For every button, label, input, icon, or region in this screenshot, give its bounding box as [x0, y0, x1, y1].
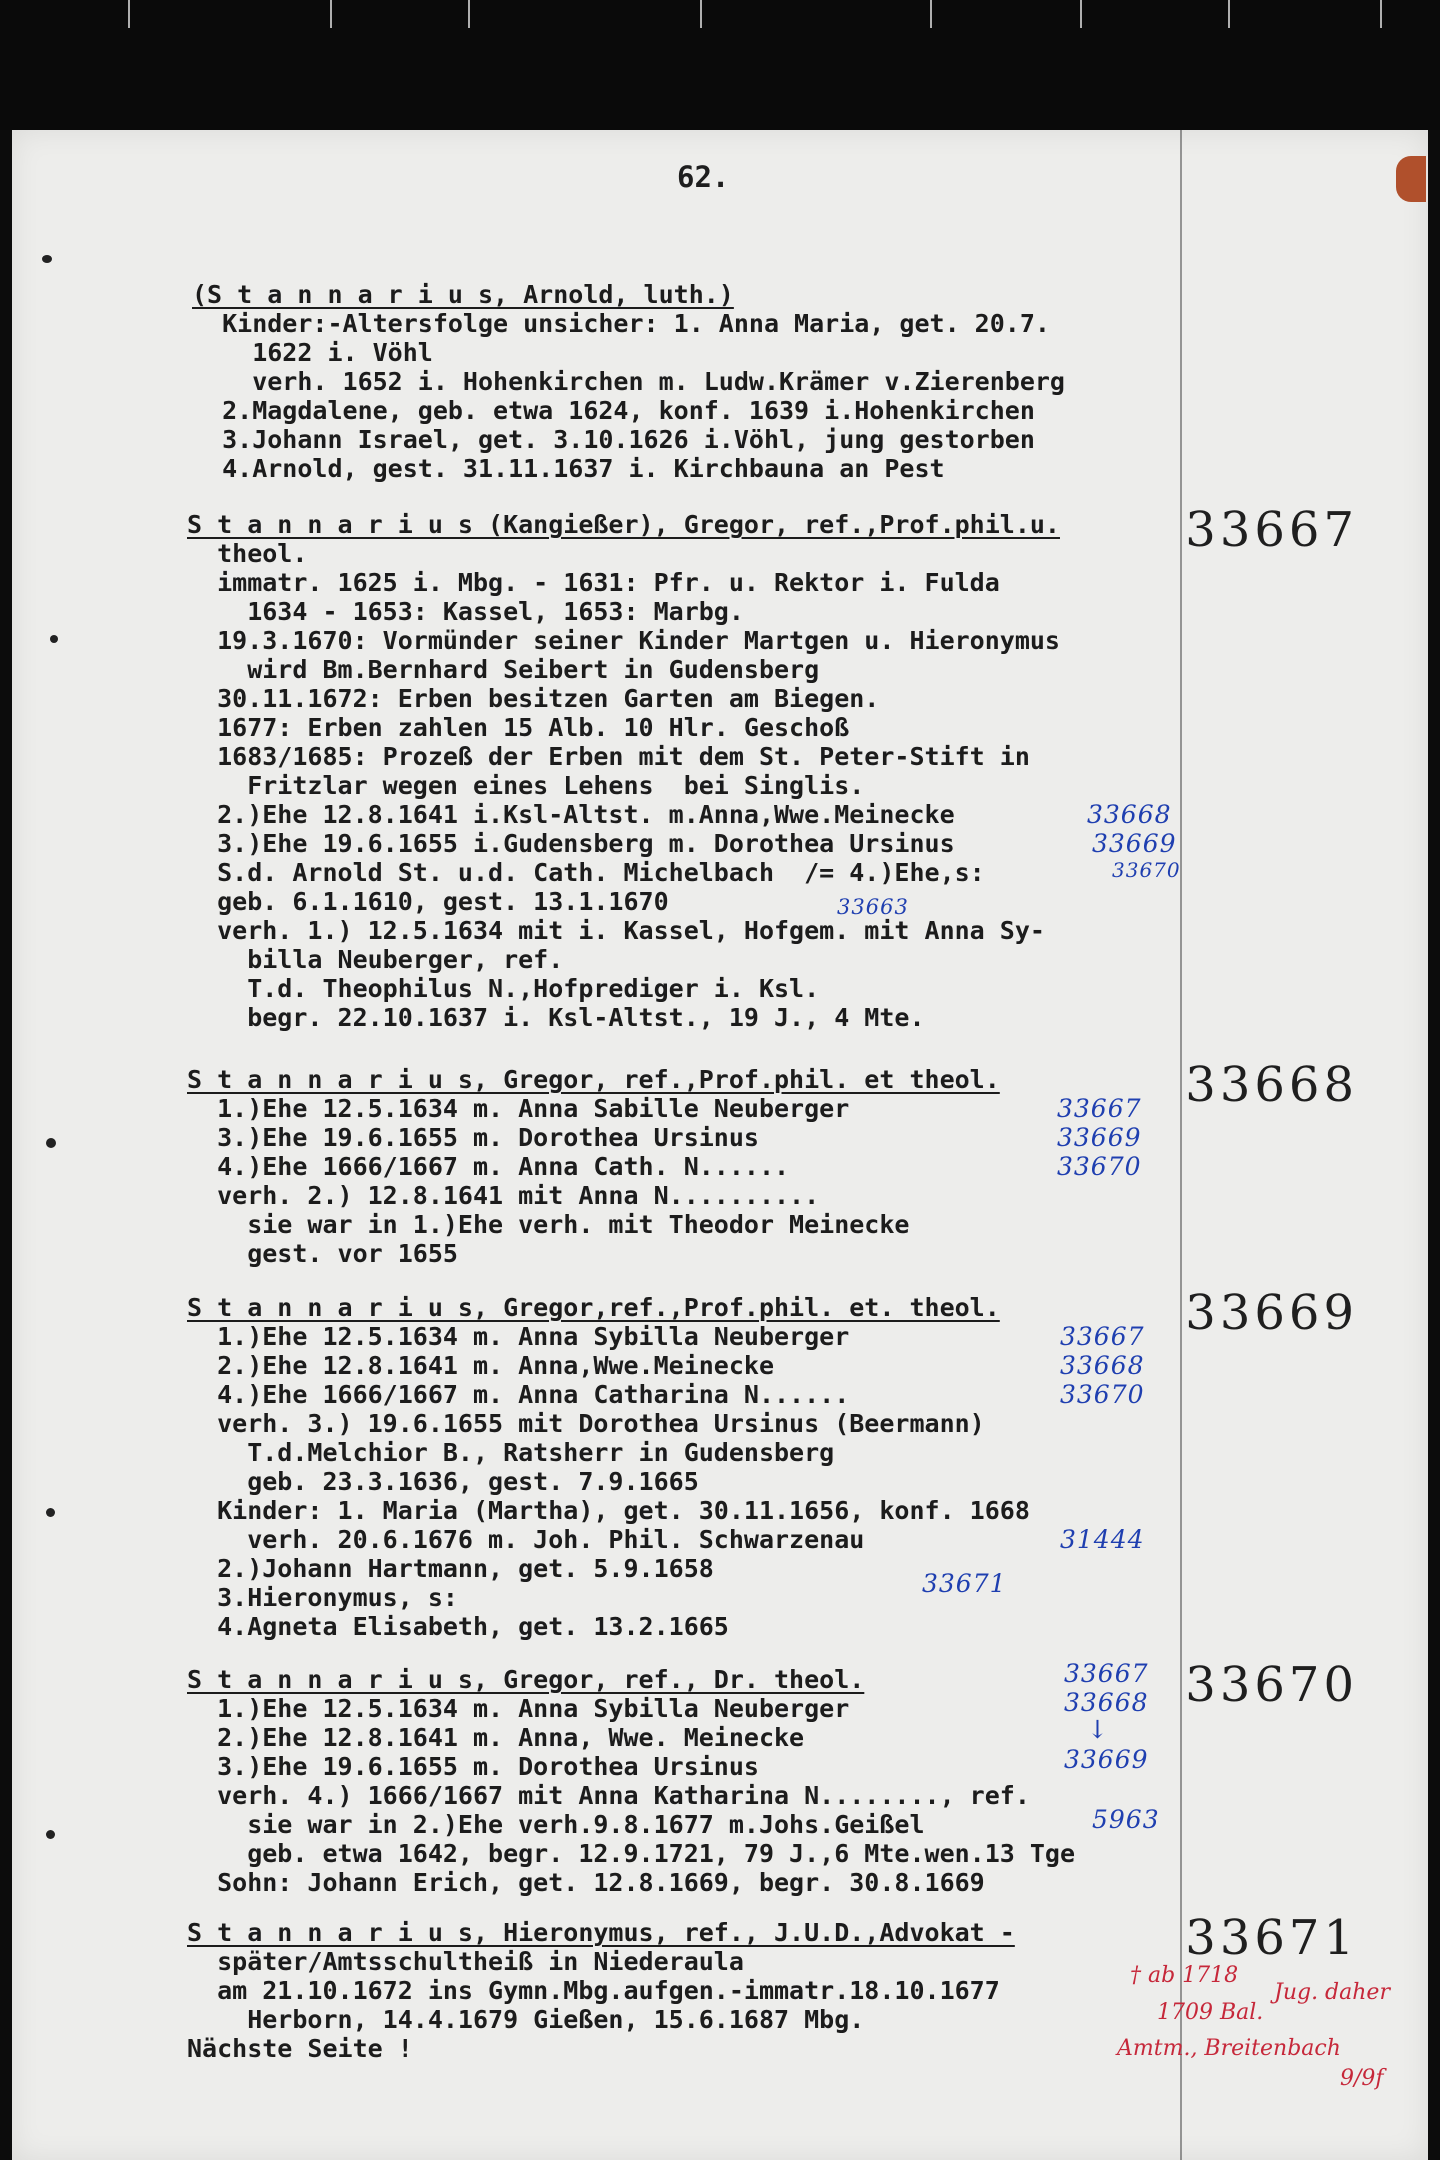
entry-line: 2.)Johann Hartmann, get. 5.9.1658: [187, 1554, 714, 1583]
scanner-tick: [128, 0, 130, 28]
handwritten-red-note: Amtm., Breitenbach: [1117, 2036, 1341, 2061]
entry-line: 2.)Ehe 12.8.1641 m. Anna, Wwe. Meinecke: [187, 1723, 805, 1752]
handwritten-cross-ref: 33670: [1057, 1152, 1142, 1181]
handwritten-cross-ref: 33667: [1057, 1094, 1142, 1123]
punch-hole-mark: [46, 1138, 56, 1148]
punch-hole-mark: [50, 635, 58, 643]
handwritten-cross-ref: 33670: [1112, 858, 1181, 882]
reference-number: 33669: [1185, 1285, 1358, 1341]
entry-line: 3.)Ehe 19.6.1655 m. Dorothea Ursinus: [187, 1752, 759, 1781]
handwritten-cross-ref: 5963: [1092, 1805, 1160, 1834]
entry-line: theol.: [187, 539, 308, 568]
scanner-tick: [1380, 0, 1382, 28]
scanner-tick: [330, 0, 332, 28]
entry-line: 1.)Ehe 12.5.1634 m. Anna Sybilla Neuberger: [187, 1322, 850, 1351]
handwritten-cross-ref: 33667: [1060, 1322, 1145, 1351]
entry-heading: S t a n n a r i u s, Hieronymus, ref., J.U.D.,Advokat -: [187, 1918, 1015, 1947]
reference-number: 33671: [1185, 1910, 1358, 1966]
entry-line: verh. 3.) 19.6.1655 mit Dorothea Ursinus (Beermann): [187, 1409, 985, 1438]
entry-line: 1634 - 1653: Kassel, 1653: Marbg.: [187, 597, 744, 626]
page-number: 62.: [677, 160, 730, 194]
entry-line: 19.3.1670: Vormünder seiner Kinder Martgen u. Hieronymus: [187, 626, 1060, 655]
entry-line: 3.)Ehe 19.6.1655 i.Gudensberg m. Dorothea Ursinus: [187, 829, 955, 858]
entry-line: geb. 23.3.1636, gest. 7.9.1665: [187, 1467, 699, 1496]
entry-line: 4.)Ehe 1666/1667 m. Anna Catharina N......: [187, 1380, 850, 1409]
scanner-tick: [930, 0, 932, 28]
punch-hole-mark: [46, 1508, 55, 1517]
entry-line: Herborn, 14.4.1679 Gießen, 15.6.1687 Mbg.: [187, 2005, 865, 2034]
entry-line: verh. 20.6.1676 m. Joh. Phil. Schwarzenau: [187, 1525, 865, 1554]
entry-line: verh. 2.) 12.8.1641 mit Anna N..........: [187, 1181, 820, 1210]
handwritten-cross-ref: 33671: [922, 1569, 1007, 1598]
next-page-note: Nächste Seite !: [187, 2034, 413, 2063]
entry-line: sie war in 1.)Ehe verh. mit Theodor Meinecke: [187, 1210, 910, 1239]
handwritten-cross-ref: 33669: [1057, 1123, 1142, 1152]
entry-line: sie war in 2.)Ehe verh.9.8.1677 m.Johs.Geißel: [187, 1810, 925, 1839]
handwritten-cross-ref: 33668: [1087, 800, 1172, 829]
entry-line: 2.)Ehe 12.8.1641 i.Ksl-Altst. m.Anna,Wwe.Meinecke: [187, 800, 955, 829]
scanner-border: [0, 0, 1440, 130]
entry-line: billa Neuberger, ref.: [187, 945, 564, 974]
entry-line: S.d. Arnold St. u.d. Cath. Michelbach /= 4.)Ehe,s:: [187, 858, 985, 887]
entry-line: 4.Agneta Elisabeth, get. 13.2.1665: [187, 1612, 729, 1641]
entry-line: verh. 4.) 1666/1667 mit Anna Katharina N........, ref.: [187, 1781, 1030, 1810]
entry-line: am 21.10.1672 ins Gymn.Mbg.aufgen.-immatr.18.10.1677: [187, 1976, 1000, 2005]
handwritten-cross-ref: 33668: [1060, 1351, 1145, 1380]
entry-line: 3.)Ehe 19.6.1655 m. Dorothea Ursinus: [187, 1123, 759, 1152]
entry-line: 3.Hieronymus, s:: [187, 1583, 458, 1612]
entry-line: Kinder: 1. Maria (Martha), get. 30.11.1656, konf. 1668: [187, 1496, 1030, 1525]
handwritten-cross-ref: 33667: [1064, 1659, 1149, 1688]
handwritten-cross-ref: 33669: [1064, 1745, 1149, 1774]
entry-line: verh. 1.) 12.5.1634 mit i. Kassel, Hofgem. mit Anna Sy-: [187, 916, 1045, 945]
handwritten-cross-ref: 31444: [1060, 1525, 1145, 1554]
entry-heading: S t a n n a r i u s, Gregor,ref.,Prof.phil. et. theol.: [187, 1293, 1000, 1322]
entry-line: wird Bm.Bernhard Seibert in Gudensberg: [187, 655, 820, 684]
entry-line: geb. etwa 1642, begr. 12.9.1721, 79 J.,6 Mte.wen.13 Tge: [187, 1839, 1076, 1868]
entry-heading: S t a n n a r i u s (Kangießer), Gregor, ref.,Prof.phil.u.: [187, 510, 1060, 539]
handwritten-red-note: Jug. daher: [1274, 1980, 1390, 2005]
entry-heading: (S t a n n a r i u s, Arnold, luth.): [192, 280, 734, 309]
handwritten-cross-ref: 33668: [1064, 1688, 1149, 1717]
entry-line: T.d. Theophilus N.,Hofprediger i. Ksl.: [187, 974, 820, 1003]
entry-line: gest. vor 1655: [187, 1239, 458, 1268]
entry-line: 4.)Ehe 1666/1667 m. Anna Cath. N......: [187, 1152, 790, 1181]
reference-number: 33667: [1185, 502, 1358, 558]
entry-line: 1677: Erben zahlen 15 Alb. 10 Hlr. Geschoß: [187, 713, 850, 742]
entry-line: immatr. 1625 i. Mbg. - 1631: Pfr. u. Rektor i. Fulda: [187, 568, 1000, 597]
entry-line: Fritzlar wegen eines Lehens bei Singlis.: [187, 771, 865, 800]
handwritten-red-note: 9/9f: [1340, 2066, 1384, 2091]
handwritten-red-note: 1709 Bal.: [1157, 2000, 1264, 2025]
entry-line: 3.Johann Israel, get. 3.10.1626 i.Vöhl, jung gestorben: [192, 425, 1035, 454]
entry-line: später/Amtsschultheiß in Niederaula: [187, 1947, 744, 1976]
entry-line: 30.11.1672: Erben besitzen Garten am Biegen.: [187, 684, 880, 713]
entry-line: T.d.Melchior B., Ratsherr in Gudensberg: [187, 1438, 835, 1467]
entry-line: verh. 1652 i. Hohenkirchen m. Ludw.Krämer v.Zierenberg: [192, 367, 1065, 396]
red-seal-mark: [1396, 156, 1426, 202]
punch-hole-mark: [42, 255, 52, 263]
reference-number: 33668: [1185, 1057, 1358, 1113]
entry-line: 1.)Ehe 12.5.1634 m. Anna Sybilla Neuberger: [187, 1694, 850, 1723]
index-card-page: [12, 130, 1428, 2160]
entry-line: 1.)Ehe 12.5.1634 m. Anna Sabille Neuberger: [187, 1094, 850, 1123]
scanner-tick: [1080, 0, 1082, 28]
punch-hole-mark: [46, 1830, 55, 1839]
scanner-tick: [700, 0, 702, 28]
handwritten-cross-ref: 33663: [837, 895, 909, 919]
entry-line: 2.)Ehe 12.8.1641 m. Anna,Wwe.Meinecke: [187, 1351, 774, 1380]
entry-heading: S t a n n a r i u s, Gregor, ref., Dr. theol.: [187, 1665, 865, 1694]
entry-line: begr. 22.10.1637 i. Ksl-Altst., 19 J., 4 Mte.: [187, 1003, 925, 1032]
entry-line: 4.Arnold, gest. 31.11.1637 i. Kirchbauna an Pest: [192, 454, 945, 483]
handwritten-cross-ref: 33669: [1092, 829, 1177, 858]
entry-line: 1622 i. Vöhl: [192, 338, 433, 367]
handwritten-arrow: ↓: [1087, 1715, 1109, 1744]
entry-line: 2.Magdalene, geb. etwa 1624, konf. 1639 i.Hohenkirchen: [192, 396, 1035, 425]
scanner-tick: [1228, 0, 1230, 28]
entry-line: Kinder:-Altersfolge unsicher: 1. Anna Maria, get. 20.7.: [192, 309, 1050, 338]
entry-line: 1683/1685: Prozeß der Erben mit dem St. Peter-Stift in: [187, 742, 1030, 771]
handwritten-cross-ref: 33670: [1060, 1380, 1145, 1409]
reference-number: 33670: [1185, 1657, 1358, 1713]
entry-heading: S t a n n a r i u s, Gregor, ref.,Prof.phil. et theol.: [187, 1065, 1000, 1094]
entry-line: Sohn: Johann Erich, get. 12.8.1669, begr. 30.8.1669: [187, 1868, 985, 1897]
scanner-tick: [468, 0, 470, 28]
margin-rule: [1180, 130, 1182, 2160]
entry-line: geb. 6.1.1610, gest. 13.1.1670: [187, 887, 669, 916]
handwritten-red-note: † ab 1718: [1130, 1963, 1239, 1988]
